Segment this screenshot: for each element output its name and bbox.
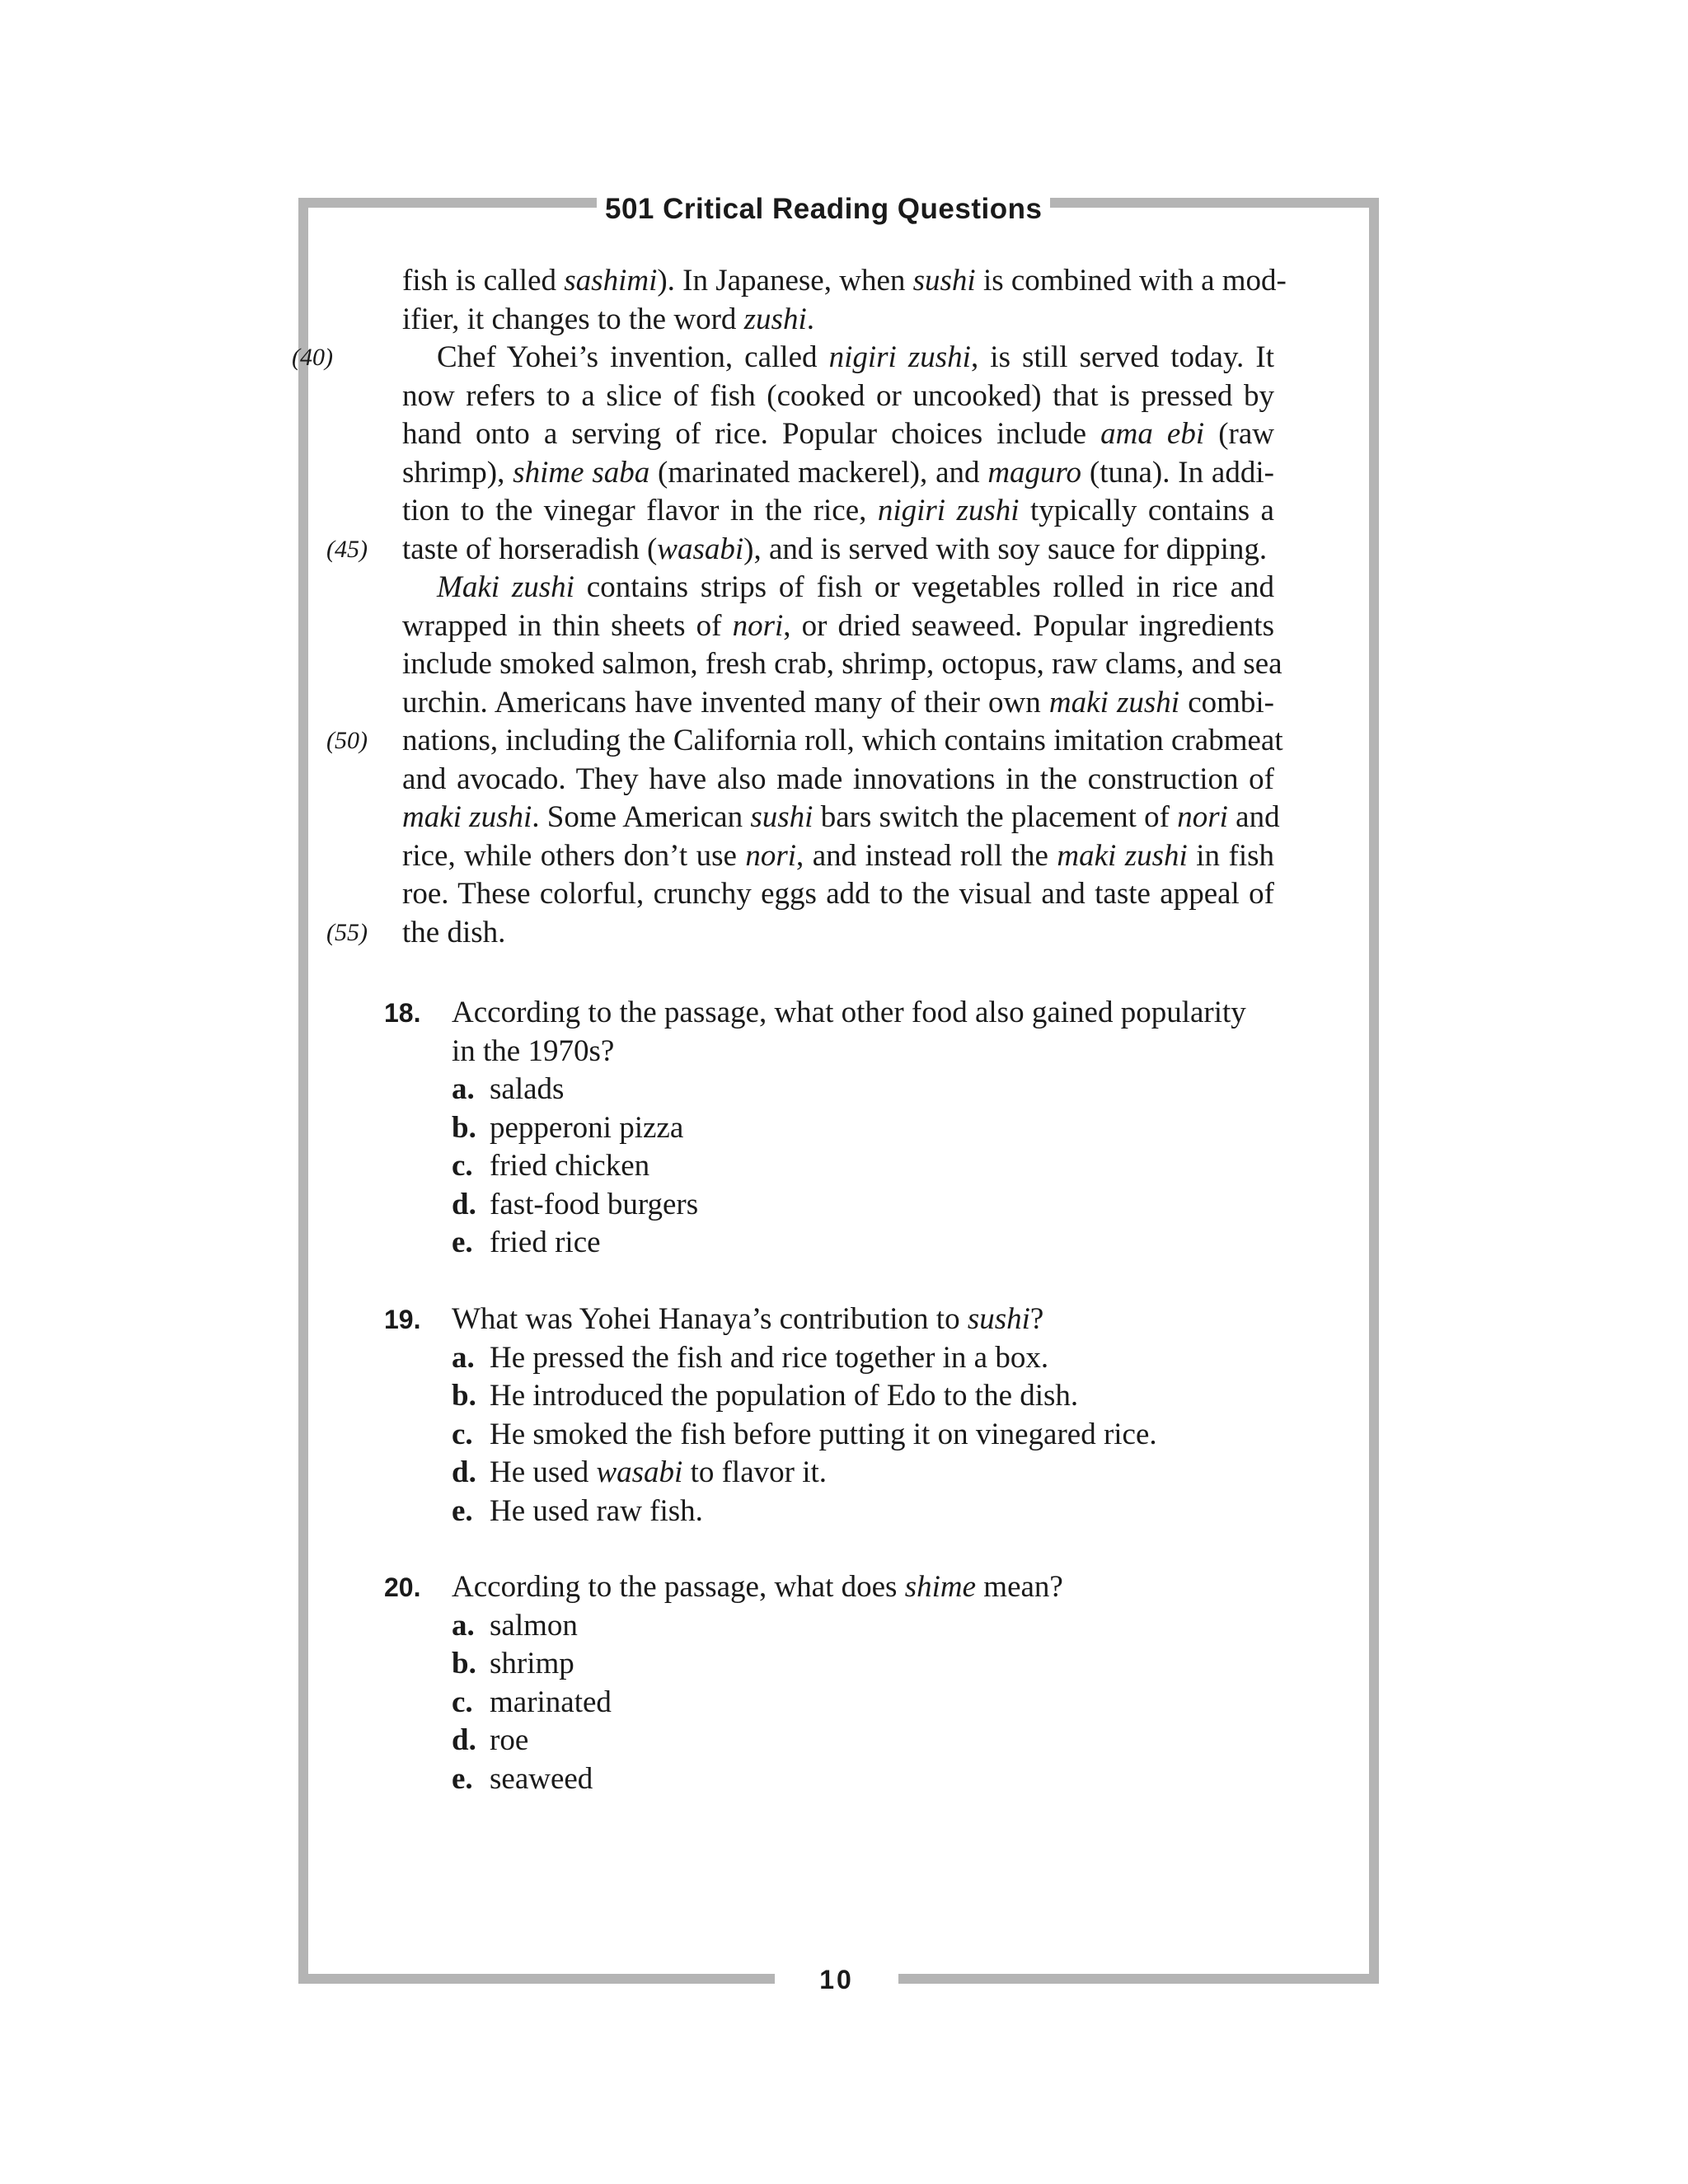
option-letter: c.: [452, 1417, 473, 1451]
passage-line: rice, while others don’t use nori, and instead roll the maki zushi in fish: [402, 838, 1274, 873]
answer-option[interactable]: c. marinated: [452, 1684, 1291, 1722]
answer-option[interactable]: c. He smoked the fish before putting it on vinegared rice.: [452, 1416, 1291, 1455]
option-letter: d.: [452, 1723, 476, 1757]
line-number: (50): [326, 727, 368, 754]
passage-line: wrapped in thin sheets of nori, or dried seaweed. Popular ingredients: [402, 608, 1274, 643]
question-text: According to the passage, what other food also gained popularity: [452, 996, 1246, 1029]
option-letter: b.: [452, 1379, 476, 1413]
passage-line: (55) the dish.: [402, 914, 1274, 953]
reading-passage: [292, 262, 1287, 952]
page-header-title: 501 Critical Reading Questions: [597, 186, 1050, 232]
option-letter: a.: [452, 1340, 475, 1375]
passage-line: now refers to a slice of fish (cooked or uncooked) that is pressed by: [402, 378, 1274, 413]
passage-line: include smoked salmon, fresh crab, shrimp, octopus, raw clams, and sea: [402, 647, 1282, 681]
question-number: 18.: [384, 998, 421, 1028]
passage-line: hand onto a serving of rice. Popular choices include ama ebi (raw: [402, 417, 1274, 451]
answer-option[interactable]: e. fried rice: [452, 1224, 1291, 1263]
answer-option[interactable]: b. He introduced the population of Edo to the dish.: [452, 1377, 1291, 1416]
option-letter: a.: [452, 1608, 475, 1643]
passage-line: urchin. Americans have invented many of their own maki zushi combi-: [402, 685, 1275, 719]
question-text: What was Yohei Hanaya’s contribution to sushi?: [452, 1302, 1044, 1336]
passage-line: (50) nations, including the California roll, which contains imitation crabmeat: [402, 722, 1274, 761]
passage-line: ifier, it changes to the word zushi.: [402, 302, 814, 336]
option-letter: c.: [452, 1685, 473, 1719]
passage-line: shrimp), shime saba (marinated mackerel), and maguro (tuna). In addi-: [402, 455, 1274, 490]
option-letter: c.: [452, 1149, 473, 1183]
answer-option[interactable]: d. He used wasabi to flavor it.: [452, 1454, 1291, 1493]
line-number: (40): [292, 344, 333, 371]
answer-option[interactable]: c. fried chicken: [452, 1147, 1291, 1186]
question-number: 19.: [384, 1305, 421, 1334]
passage-line: roe. These colorful, crunchy eggs add to the visual and taste appeal of: [402, 877, 1274, 911]
answer-option[interactable]: a. He pressed the fish and rice together in a box.: [452, 1339, 1291, 1378]
line-number: (55): [326, 918, 368, 946]
option-letter: e.: [452, 1226, 473, 1259]
passage-line: fish is called sashimi). In Japanese, when sushi is combined with a mod-: [402, 264, 1287, 298]
passage-line: tion to the vinegar flavor in the rice, nigiri zushi typically contains a: [402, 494, 1274, 527]
question-text: According to the passage, what does shime mean?: [452, 1570, 1063, 1604]
question-20: [384, 1568, 1291, 1798]
option-letter: b.: [452, 1647, 476, 1680]
passage-line: Maki zushi contains strips of fish or vegetables rolled in rice and: [437, 570, 1274, 604]
answer-option[interactable]: a. salmon: [452, 1607, 1291, 1646]
passage-line: (45) taste of horseradish (wasabi), and is served with soy sauce for dipping.: [402, 531, 1274, 569]
option-letter: d.: [452, 1187, 476, 1221]
page-number: 10: [775, 1955, 898, 2004]
option-letter: e.: [452, 1761, 473, 1796]
question-number: 20.: [384, 1572, 421, 1602]
question-19: [384, 1301, 1291, 1530]
answer-option[interactable]: b. shrimp: [452, 1645, 1291, 1684]
answer-option[interactable]: d. roe: [452, 1722, 1291, 1760]
answer-option[interactable]: d. fast-food burgers: [452, 1186, 1291, 1225]
answer-option[interactable]: e. seaweed: [452, 1760, 1291, 1799]
question-18: [384, 994, 1291, 1263]
line-number: (45): [326, 535, 368, 563]
option-letter: e.: [452, 1493, 473, 1528]
answer-option[interactable]: b. pepperoni pizza: [452, 1109, 1291, 1148]
question-text: in the 1970s?: [452, 1033, 615, 1068]
option-letter: a.: [452, 1072, 475, 1106]
option-letter: d.: [452, 1455, 476, 1489]
passage-line: (40) Chef Yohei’s invention, called nigiri zushi, is still served today. It: [402, 339, 1274, 377]
answer-option[interactable]: e. He used raw fish.: [452, 1493, 1291, 1531]
option-letter: b.: [452, 1110, 476, 1145]
answer-option[interactable]: a. salads: [452, 1071, 1291, 1109]
passage-line: and avocado. They have also made innovations in the construction of: [402, 762, 1274, 796]
passage-line: maki zushi. Some American sushi bars switch the placement of nori and: [402, 800, 1280, 834]
